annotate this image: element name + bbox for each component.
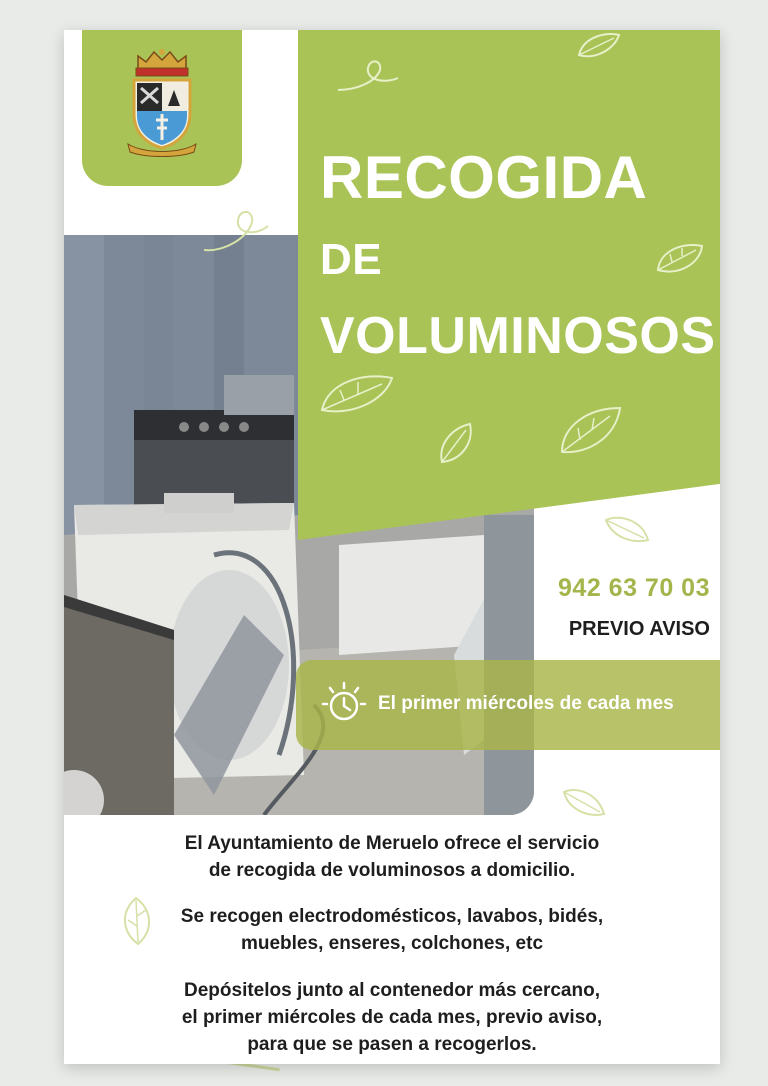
leaf-icon (574, 30, 624, 60)
schedule-text: El primer miércoles de cada mes (378, 693, 674, 714)
info-paragraph-items (64, 903, 720, 957)
prior-notice-label: PREVIO AVISO (568, 618, 710, 640)
title-panel (298, 30, 720, 540)
leaf-icon (436, 422, 476, 466)
info-line: Depósitelos junto al contenedor más cercano, (184, 980, 600, 1001)
leaf-icon (604, 514, 650, 544)
info-line: el primer miércoles de cada mes, previo aviso, (181, 1007, 603, 1028)
swirl-icon (336, 52, 402, 96)
leaf-icon (318, 370, 396, 416)
swirl-icon (202, 202, 272, 256)
leaf-icon (562, 786, 606, 818)
title-voluminosos: VOLUMINOSOS (320, 307, 716, 365)
info-paragraph-service (64, 830, 720, 884)
info-line: El Ayuntamiento de Meruelo ofrece el servicio (184, 833, 600, 854)
clock-icon (320, 678, 370, 728)
poster (64, 30, 720, 1064)
info-paragraph-instructions (64, 977, 720, 1058)
leaf-icon (654, 240, 706, 276)
logo-box (82, 30, 242, 186)
phone-number[interactable]: 942 63 70 03 (558, 574, 710, 602)
schedule-banner (296, 660, 720, 750)
info-line: muebles, enseres, colchones, etc (240, 933, 544, 954)
info-line: para que se pasen a recogerlos. (247, 1034, 537, 1055)
title-de: DE (320, 235, 383, 284)
title-recogida: RECOGIDA (320, 144, 648, 211)
coat-of-arms-icon (124, 48, 200, 158)
info-line: Se recogen electrodomésticos, lavabos, bidés, (180, 906, 604, 927)
info-line: de recogida de voluminosos a domicilio. (208, 860, 576, 881)
leaf-icon (558, 404, 624, 456)
